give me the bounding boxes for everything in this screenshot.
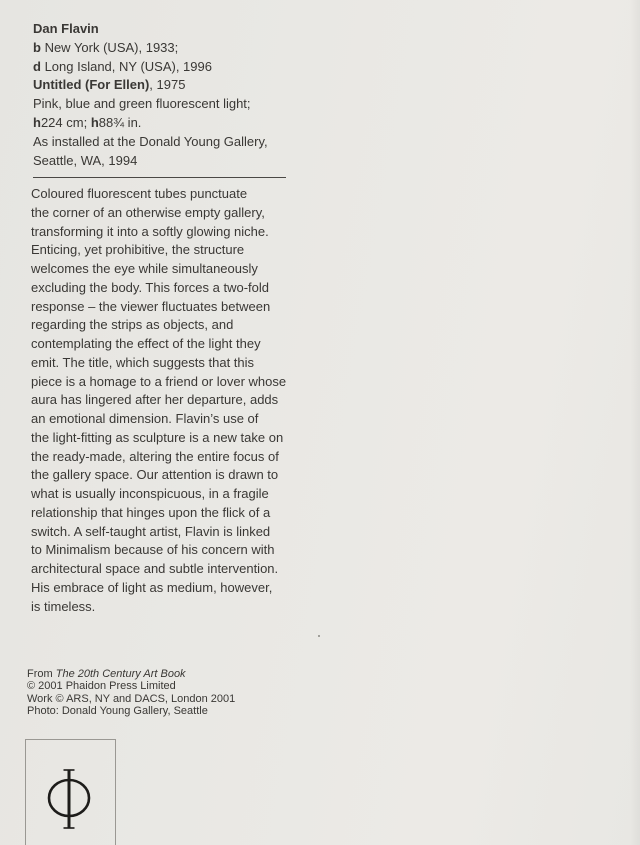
credit-book-title: The 20th Century Art Book bbox=[55, 668, 186, 680]
credit-copyright: © 2001 Phaidon Press Limited bbox=[27, 680, 176, 693]
body-line: switch. A self-taught artist, Flavin is linked bbox=[31, 523, 271, 539]
work-title: Untitled (For Ellen) bbox=[33, 77, 150, 93]
install-line-2: Seattle, WA, 1994 bbox=[33, 152, 138, 168]
artist-birth bbox=[33, 39, 293, 58]
body-line: His embrace of light as medium, however, bbox=[31, 579, 273, 595]
artist-death bbox=[33, 58, 293, 77]
birth-text: New York (USA), 1933; bbox=[40, 39, 179, 55]
credit-from: From bbox=[27, 668, 56, 680]
body-line: regarding the strips as objects, and bbox=[31, 317, 234, 333]
install-line-1: As installed at the Donald Young Gallery, bbox=[33, 133, 268, 149]
page-edge-shadow bbox=[630, 0, 640, 845]
death-label: d bbox=[33, 58, 41, 74]
dim-h2-label: h bbox=[90, 114, 99, 130]
body-line: what is usually inconspicuous, in a fragile bbox=[31, 486, 269, 501]
body-line: Coloured fluorescent tubes punctuate bbox=[31, 186, 248, 201]
body-line: to Minimalism because of his concern with bbox=[31, 542, 275, 558]
description-text bbox=[31, 185, 291, 616]
body-line: contemplating the effect of the light they bbox=[31, 336, 261, 351]
work-medium: Pink, blue and green fluorescent light; bbox=[33, 96, 251, 112]
body-line: architectural space and subtle intervention. bbox=[31, 561, 279, 576]
body-line: the ready-made, altering the entire focus of bbox=[31, 448, 279, 464]
credit-photo: Photo: Donald Young Gallery, Seattle bbox=[27, 704, 208, 717]
body-line: Enticing, yet prohibitive, the structure bbox=[31, 242, 245, 258]
body-line: excluding the body. This forces a two-fold bbox=[31, 279, 269, 295]
body-line: an emotional dimension. Flavin’s use of bbox=[31, 411, 259, 426]
credit-source bbox=[27, 668, 235, 680]
phi-logo-icon bbox=[44, 768, 96, 832]
credits-block bbox=[27, 668, 235, 717]
body-line: the light-fitting as sculpture is a new take on bbox=[31, 429, 284, 445]
work-year: , 1975 bbox=[149, 77, 186, 93]
body-line: piece is a homage to a friend or lover whose bbox=[31, 373, 287, 389]
publisher-logo-box bbox=[25, 739, 116, 845]
body-line: the corner of an otherwise empty gallery, bbox=[31, 204, 265, 220]
paper-speck bbox=[318, 635, 320, 637]
birth-label: b bbox=[33, 39, 41, 55]
body-line: is timeless. bbox=[31, 598, 96, 614]
dim-h-label: h bbox=[33, 114, 41, 130]
body-line: relationship that hinges upon the flick of a bbox=[31, 504, 271, 520]
dim-h2-value: 88¾ in. bbox=[98, 114, 142, 130]
artwork-info-block bbox=[33, 20, 293, 170]
body-line: welcomes the eye while simultaneously bbox=[31, 261, 258, 276]
body-line: transforming it into a softly glowing niche. bbox=[31, 223, 269, 239]
work-dimensions bbox=[33, 114, 293, 133]
divider-rule bbox=[33, 177, 286, 178]
body-line: the gallery space. Our attention is drawn to bbox=[31, 467, 279, 483]
work-title-line bbox=[33, 76, 293, 95]
credit-work-rights: Work © ARS, NY and DACS, London 2001 bbox=[27, 692, 236, 705]
artist-name: Dan Flavin bbox=[33, 21, 99, 36]
dim-h-value: 224 cm; bbox=[40, 114, 91, 130]
body-line: emit. The title, which suggests that this bbox=[31, 354, 255, 370]
death-text: Long Island, NY (USA), 1996 bbox=[40, 58, 212, 74]
body-line: response – the viewer fluctuates between bbox=[31, 298, 271, 314]
body-line: aura has lingered after her departure, adds bbox=[31, 392, 279, 408]
